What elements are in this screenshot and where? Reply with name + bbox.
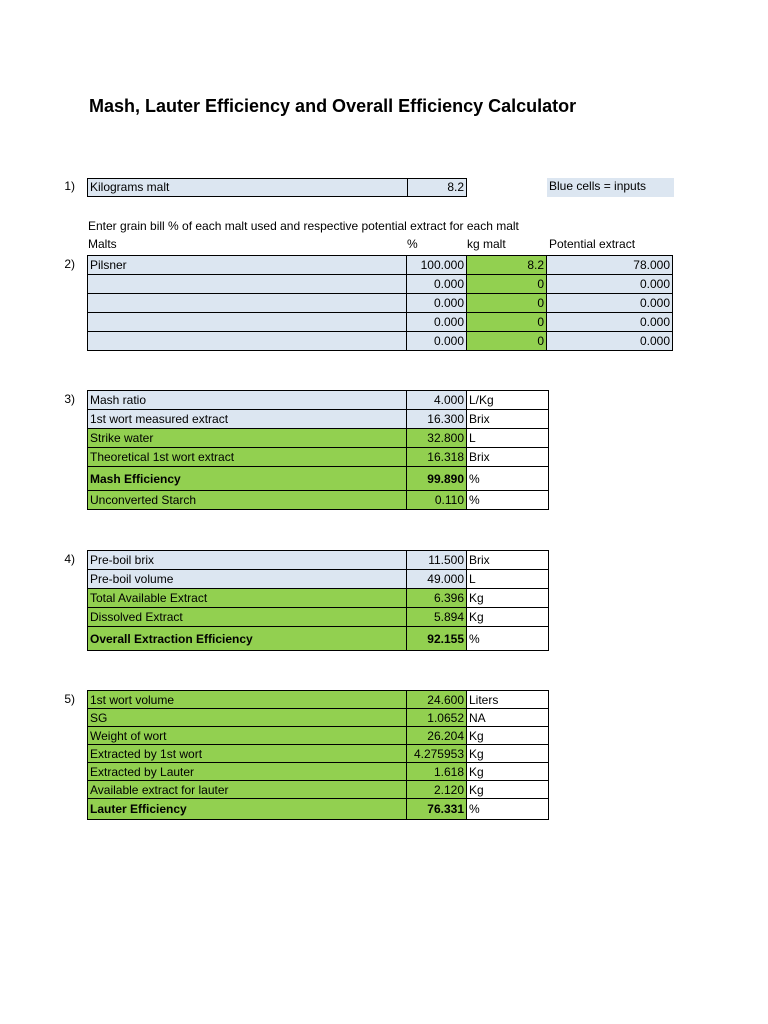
malt-potential-input[interactable]: 78.000	[547, 256, 673, 275]
lauter-row	[88, 691, 549, 709]
overall-row	[88, 589, 549, 608]
section-3-number: 3)	[64, 392, 75, 406]
overall-extraction-efficiency-unit: %	[467, 627, 549, 651]
legend-blue-inputs: Blue cells = inputs	[547, 178, 674, 197]
first-wort-extract-unit: Brix	[467, 410, 549, 429]
dissolved-extract-label: Dissolved Extract	[88, 608, 407, 627]
mash-efficiency-unit: %	[467, 467, 549, 491]
grain-bill-row	[88, 313, 673, 332]
grain-bill-row	[88, 294, 673, 313]
malt-potential-input[interactable]: 0.000	[547, 275, 673, 294]
extracted-by-lauter-unit: Kg	[467, 763, 549, 781]
malt-percent-input[interactable]: 0.000	[407, 332, 467, 351]
sg-value: 1.0652	[407, 709, 467, 727]
malt-potential-input[interactable]: 0.000	[547, 313, 673, 332]
malt-name-input[interactable]: Pilsner	[88, 256, 407, 275]
mash-ratio-input[interactable]: 4.000	[407, 391, 467, 410]
first-wort-extract-input[interactable]: 16.300	[407, 410, 467, 429]
percent-header: %	[407, 237, 418, 251]
malt-name-input[interactable]	[88, 294, 407, 313]
malt-name-input[interactable]	[88, 332, 407, 351]
mash-row	[88, 448, 549, 467]
grain-bill-table	[87, 255, 673, 351]
weight-of-wort-value: 26.204	[407, 727, 467, 745]
malt-percent-input[interactable]: 0.000	[407, 294, 467, 313]
lauter-efficiency-value: 76.331	[407, 799, 467, 820]
malt-potential-input[interactable]: 0.000	[547, 294, 673, 313]
lauter-efficiency-unit: %	[467, 799, 549, 820]
pre-boil-brix-unit: Brix	[467, 551, 549, 570]
kg-malt-header: kg malt	[467, 237, 506, 251]
malt-kg-output: 0	[467, 332, 547, 351]
available-extract-lauter-unit: Kg	[467, 781, 549, 799]
section-1-number: 1)	[64, 179, 75, 193]
extracted-by-first-wort-unit: Kg	[467, 745, 549, 763]
mash-row	[88, 467, 549, 491]
theoretical-extract-unit: Brix	[467, 448, 549, 467]
weight-of-wort-unit: Kg	[467, 727, 549, 745]
lauter-row	[88, 727, 549, 745]
total-available-extract-value: 6.396	[407, 589, 467, 608]
malt-kg-output: 0	[467, 313, 547, 332]
kilograms-malt-input[interactable]: 8.2	[407, 178, 467, 197]
malt-kg-output: 8.2	[467, 256, 547, 275]
available-extract-lauter-value: 2.120	[407, 781, 467, 799]
mash-row	[88, 491, 549, 510]
malt-name-input[interactable]	[88, 275, 407, 294]
lauter-row	[88, 763, 549, 781]
extracted-by-lauter-label: Extracted by Lauter	[88, 763, 407, 781]
extracted-by-first-wort-value: 4.275953	[407, 745, 467, 763]
mash-efficiency-label: Mash Efficiency	[88, 467, 407, 491]
first-wort-volume-value: 24.600	[407, 691, 467, 709]
overall-efficiency-table	[87, 550, 549, 651]
extracted-by-first-wort-label: Extracted by 1st wort	[88, 745, 407, 763]
malt-potential-input[interactable]: 0.000	[547, 332, 673, 351]
malt-name-input[interactable]	[88, 313, 407, 332]
total-available-extract-unit: Kg	[467, 589, 549, 608]
extracted-by-lauter-value: 1.618	[407, 763, 467, 781]
malt-kg-output: 0	[467, 275, 547, 294]
sg-unit: NA	[467, 709, 549, 727]
pre-boil-brix-input[interactable]: 11.500	[407, 551, 467, 570]
unconverted-starch-value: 0.110	[407, 491, 467, 510]
lauter-row	[88, 781, 549, 799]
pre-boil-brix-label: Pre-boil brix	[88, 551, 407, 570]
section-4-number: 4)	[64, 552, 75, 566]
section-5-number: 5)	[64, 692, 75, 706]
dissolved-extract-unit: Kg	[467, 608, 549, 627]
pre-boil-volume-label: Pre-boil volume	[88, 570, 407, 589]
strike-water-unit: L	[467, 429, 549, 448]
first-wort-extract-label: 1st wort measured extract	[88, 410, 407, 429]
pre-boil-volume-input[interactable]: 49.000	[407, 570, 467, 589]
overall-extraction-efficiency-value: 92.155	[407, 627, 467, 651]
grain-bill-instruction: Enter grain bill % of each malt used and respective potential extract for each malt	[88, 219, 519, 233]
grain-bill-row	[88, 256, 673, 275]
mash-row	[88, 429, 549, 448]
pre-boil-volume-unit: L	[467, 570, 549, 589]
unconverted-starch-unit: %	[467, 491, 549, 510]
lauter-row	[88, 745, 549, 763]
strike-water-label: Strike water	[88, 429, 407, 448]
weight-of-wort-label: Weight of wort	[88, 727, 407, 745]
theoretical-extract-value: 16.318	[407, 448, 467, 467]
mash-row	[88, 410, 549, 429]
kilograms-malt-label: Kilograms malt	[87, 178, 408, 197]
lauter-efficiency-label: Lauter Efficiency	[88, 799, 407, 820]
malt-kg-output: 0	[467, 294, 547, 313]
first-wort-volume-label: 1st wort volume	[88, 691, 407, 709]
overall-row	[88, 627, 549, 651]
lauter-row	[88, 799, 549, 820]
malt-percent-input[interactable]: 0.000	[407, 313, 467, 332]
dissolved-extract-value: 5.894	[407, 608, 467, 627]
malt-percent-input[interactable]: 100.000	[407, 256, 467, 275]
mash-table	[87, 390, 549, 510]
overall-row	[88, 570, 549, 589]
malt-percent-input[interactable]: 0.000	[407, 275, 467, 294]
grain-bill-row	[88, 275, 673, 294]
unconverted-starch-label: Unconverted Starch	[88, 491, 407, 510]
mash-row	[88, 391, 549, 410]
available-extract-lauter-label: Available extract for lauter	[88, 781, 407, 799]
page-title: Mash, Lauter Efficiency and Overall Efficiency Calculator	[89, 96, 577, 116]
malts-header: Malts	[88, 237, 117, 251]
mash-ratio-label: Mash ratio	[88, 391, 407, 410]
lauter-table	[87, 690, 549, 820]
first-wort-volume-unit: Liters	[467, 691, 549, 709]
total-available-extract-label: Total Available Extract	[88, 589, 407, 608]
section-2-number: 2)	[64, 257, 75, 271]
overall-extraction-efficiency-label: Overall Extraction Efficiency	[88, 627, 407, 651]
overall-row	[88, 608, 549, 627]
mash-ratio-unit: L/Kg	[467, 391, 549, 410]
overall-row	[88, 551, 549, 570]
strike-water-value: 32.800	[407, 429, 467, 448]
sg-label: SG	[88, 709, 407, 727]
potential-extract-header: Potential extract	[549, 237, 636, 251]
lauter-row	[88, 709, 549, 727]
mash-efficiency-value: 99.890	[407, 467, 467, 491]
theoretical-extract-label: Theoretical 1st wort extract	[88, 448, 407, 467]
grain-bill-row	[88, 332, 673, 351]
